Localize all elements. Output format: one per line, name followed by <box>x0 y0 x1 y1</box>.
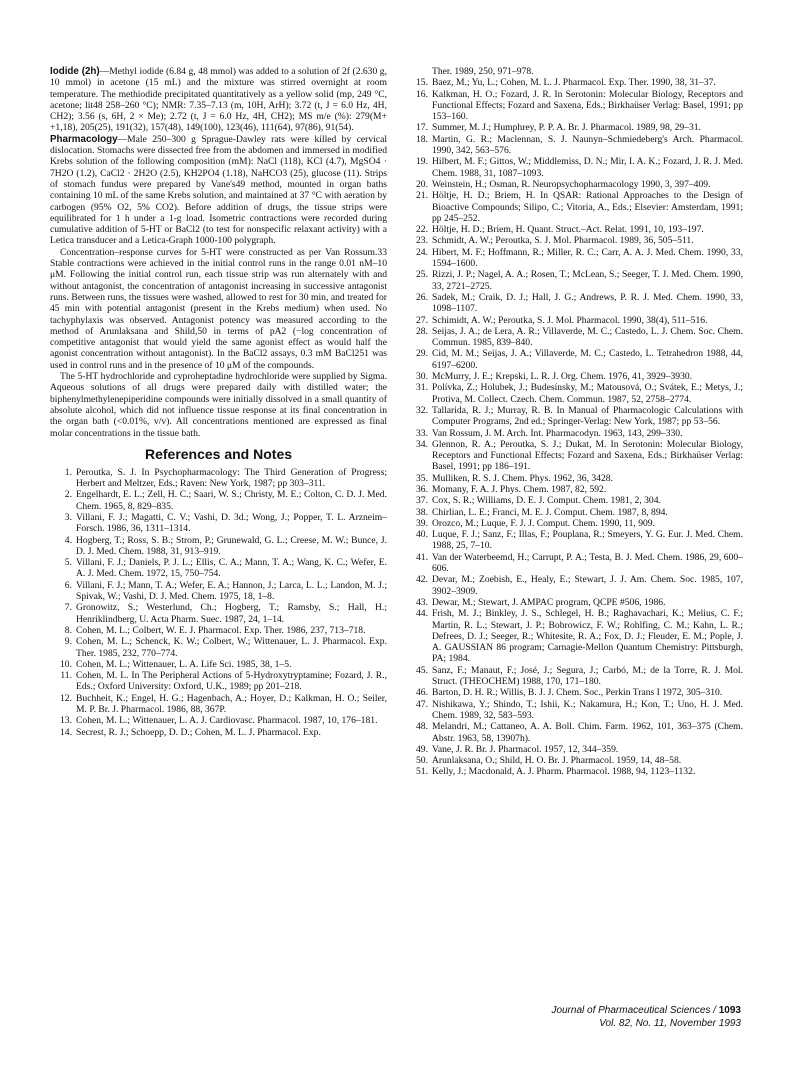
reference-number: 6. <box>64 579 72 591</box>
reference-text: Gronowitz, S.; Westerlund, Ch.; Hogberg, T.; Ramsby, S.; Hall, H.; Henriklindberg, U. Acta Pharm. Suec. 1987, 24, 1–14. <box>76 602 387 625</box>
reference-number: 28. <box>416 325 428 337</box>
reference-item <box>406 507 743 518</box>
reference-list <box>50 467 387 738</box>
reference-number: 18. <box>416 133 428 145</box>
reference-number: 44. <box>416 608 428 620</box>
reference-number: 5. <box>64 557 72 569</box>
reference-text: Sanz, F.; Manaut, F.; José, J.; Segura, J.; Carbó, M.; de la Torre, R. J. Mol. Struct. (THEOCHEM) 1988, 170, 171–180. <box>432 664 743 688</box>
reference-text: Kelly, J.; Macdonald, A. J. Pharm. Pharmacol. 1988, 94, 1123–1132. <box>432 766 696 778</box>
reference-number: 20. <box>416 178 428 190</box>
reference-list <box>406 77 743 777</box>
reference-number: 33. <box>416 427 428 439</box>
reference-text: Baez, M.; Yu, L.; Cohen, M. L. J. Pharmacol. Exp. Ther. 1990, 38, 31–37. <box>432 77 716 89</box>
reference-number: 48. <box>416 721 428 733</box>
reference-text: Martin, G. R.; Maclennan, S. J. Naunyn–Schmiedeberg's Arch. Pharmacol. 1990, 342, 563–576. <box>432 133 743 157</box>
reference-number: 47. <box>416 698 428 710</box>
reference-text: Villani, F. J.; Magatti, C. V.; Vashi, D. 3d.; Wong, J.; Popper, T. L. Arzneim–Forsch. 1986, 36, 1311–1314. <box>76 511 387 535</box>
reference-number: 8. <box>64 624 72 636</box>
body-text <box>50 66 387 439</box>
reference-number: 50. <box>416 755 428 767</box>
reference-number: 23. <box>416 235 428 247</box>
reference-text: McMurry, J. E.; Krepski, L. R. J. Org. Chem. 1976, 41, 3929–3930. <box>432 371 693 383</box>
reference-number: 12. <box>60 692 72 704</box>
reference-text: Frish, M. J.; Binkley, J. S., Schlegel, H. B.; Raghavachari, K.; Melius, C. F.; Martin, R. L.; Stewart, J. P.; Bobrowicz, F. W.; Rohlfing, C. M.; Kahn, L. R.; Defrees, D. J.; Seeger, R.; Whitesite, R. A.; Fox, D. J.; Fleuder, E. M.; Pople, J. A. GAUSSIAN 86 program; Carnagie-Mellon Quantum Chemistry: Pittsburgh, PA; 1984. <box>432 608 743 665</box>
reference-item <box>406 755 743 766</box>
reference-text: Villani, F. J.; Mann, T. A.; Wefer, E. A.; Hannon, J.; Larca, L. L.; Landon, M. J.; Spivak, W.; Vashi, D. J. Med. Chem. 1975, 18, 1–8. <box>76 579 387 603</box>
reference-item <box>406 687 743 698</box>
reference-text: Weinstein, H.; Osman, R. Neuropsychopharmacology 1990, 3, 397–409. <box>432 178 711 190</box>
body-paragraph <box>50 134 387 247</box>
reference-item <box>406 348 743 371</box>
reference-item <box>406 122 743 133</box>
paragraph-text: The 5-HT hydrochloride and cyproheptadine hydrochloride were supplied by Sigma. Aqueous solutions of all drugs were prepared daily with distilled water; the biphenylmethylenepiperidine compounds were initially dissolved in a small quantity of absolute alcohol, which did not influence tissue response at its final concentration in the organ bath (<0.01%, v/v). All concentrations mentioned are expressed as final molar concentrations in the tissue bath. <box>50 371 387 439</box>
body-paragraph <box>50 371 387 439</box>
reference-number: 10. <box>60 658 72 670</box>
reference-item <box>406 134 743 157</box>
reference-text: Seijas, J. A.; de Lera, A. R.; Villaverde, M. C.; Castedo, L. J. Chem. Soc. Chem. Commun. 1985, 839–840. <box>432 325 743 349</box>
reference-text: Kalkman, H. O.; Fozard, J. R. In Serotonin: Molecular Biology, Receptors and Functional Effects; Fozard and Saxena, Eds.; Birkhaüser Verlag: Basel, 1991; pp 153–160. <box>432 88 743 123</box>
page-footer <box>551 1004 741 1030</box>
reference-number: 40. <box>416 529 428 541</box>
reference-text: Peroutka, S. J. In Psychopharmacology: The Third Generation of Progress; Herbert and Meltzer, Eds.; Raven: New York, 1987; pp 303–311. <box>76 466 387 490</box>
reference-item <box>406 371 743 382</box>
reference-number: 45. <box>416 664 428 676</box>
reference-text: Polívka, Z.; Holubek, J.; Budesínsky, M.; Matousová, O.; Svátek, E.; Metys, J.; Protiva, M. Collect. Czech. Chem. Commun. 1987, 52, 2758–2774. <box>432 382 743 405</box>
reference-item <box>50 727 387 738</box>
reference-item <box>50 715 387 726</box>
reference-number: 36. <box>416 483 428 495</box>
reference-number: 35. <box>416 472 428 484</box>
reference-item <box>50 512 387 535</box>
reference-item <box>406 518 743 529</box>
reference-text: Tallarida, R. J.; Murray, R. B. In Manual of Pharmacologic Calculations with Computer Programs, 2nd ed.; Springer-Verlag: New York, 1987; pp 53–56. <box>432 404 743 428</box>
reference-number: 30. <box>416 371 428 383</box>
reference-text: Orozco, M.; Luque, F. J. J. Comput. Chem. 1990, 11, 909. <box>432 517 655 529</box>
reference-number: 41. <box>416 551 428 563</box>
reference-item <box>406 529 743 552</box>
reference-number: 21. <box>416 190 428 202</box>
reference-text: Dewar, M.; Stewart, J. AMPAC program, QCPE #506, 1986. <box>432 596 666 608</box>
reference-text: Cohen, M. L.; Schenck, K. W.; Colbert, W.; Wittenauer, L. J. Pharmacol. Exp. Ther. 1985, 232, 770–774. <box>76 636 387 659</box>
reference-text: Nishikawa, Y.; Shindo, T.; Ishii, K.; Nakamura, H.; Kon, T.; Uno, H. J. Med. Chem. 1989, 32, 583–593. <box>432 698 743 721</box>
reference-item <box>50 602 387 625</box>
reference-item <box>50 489 387 512</box>
reference-number: 51. <box>416 766 428 778</box>
reference-number: 39. <box>416 517 428 529</box>
journal-name: Journal of Pharmaceutical Sciences / <box>551 1005 719 1016</box>
reference-number: 2. <box>64 489 72 501</box>
reference-text: Höltje, H. D.; Briem, H. In QSAR: Rational Approaches to the Design of Bioactive Compounds; Silipo, C.; Vitoria, A., Eds.; Elsevier: Amsterdam, 1991; pp 245–252. <box>432 190 743 224</box>
reference-number: 34. <box>416 438 428 450</box>
reference-item <box>50 636 387 659</box>
references-heading: References and Notes <box>144 445 293 462</box>
reference-number: 3. <box>64 511 72 523</box>
reference-text: Summer, M. J.; Humphrey, P. P. A. Br. J. Pharmacol. 1989, 98, 29–31. <box>432 122 701 134</box>
reference-text: Schmidt, A. W.; Peroutka, S. J. Mol. Pharmacol. 1989, 36, 505–511. <box>432 235 694 247</box>
paragraph-text: Concentration–response curves for 5-HT were constructed as per Van Rossum.33 Stable contractions were achieved in the initial control runs in the range 0.01 nM–10 μM. Following the initial control run, each tissue strip was run alternately with and without antagonist, the concentration of antagonist increasing in successive antagonist runs. Between runs, the tissues were washed, allowed to rest for 30 min, and treated for 45 min with potential antagonist (present in the Krebs medium) when used. No tachyphylaxis was observed. Antagonist potency was measured according to the method of Arunlaksana and Shild,50 in terms of pA2 (−log concentration of competitive antagonist that would yield the same agonist effect as would half the agonist concentration without antagonist). In the BaCl2 assays, 0.3 mM BaCl251 was used in control runs and in the presence of 10 μM of the compounds. <box>50 246 387 371</box>
reference-item <box>406 766 743 777</box>
reference-item <box>406 89 743 123</box>
reference-text: Hilbert, M. F.; Gittos, W.; Middlemiss, D. N.; Mir, I. A. K.; Fozard, J. R. J. Med. Chem. 1988, 31, 1087–1093. <box>432 156 743 179</box>
reference-item <box>406 428 743 439</box>
reference-number: 49. <box>416 743 428 755</box>
reference-text: Cohen, M. L.; Wittenauer, L. A. J. Cardiovasc. Pharmacol. 1987, 10, 176–181. <box>76 715 378 727</box>
body-paragraph <box>50 247 387 371</box>
reference-number: 17. <box>416 122 428 134</box>
reference-text: Cohen, M. L.; Wittenauer, L. A. Life Sci. 1985, 38, 1–5. <box>76 658 292 670</box>
runin-heading: Iodide (2h) <box>50 66 100 77</box>
reference-item <box>406 156 743 179</box>
reference-item <box>50 625 387 636</box>
reference-item <box>406 495 743 506</box>
reference-item <box>406 574 743 597</box>
reference-number: 38. <box>416 506 428 518</box>
reference-number: 26. <box>416 291 428 303</box>
reference-text: Luque, F. J.; Sanz, F.; Illas, F.; Pouplana, R.; Smeyers, Y. G. Eur. J. Med. Chem. 1988, 25, 7–10. <box>432 529 743 552</box>
reference-number: 46. <box>416 687 428 699</box>
reference-text: Melandri, M.; Cattaneo, A. A. Boll. Chim. Farm. 1962, 101, 363–375 (Chem. Abstr. 1963, 58, 13907h). <box>432 721 743 744</box>
volume-info: Vol. 82, No. 11, November 1993 <box>599 1018 741 1029</box>
reference-item <box>50 670 387 693</box>
reference-text: Cohen, M. L.; Colbert, W. E. J. Pharmacol. Exp. Ther. 1986, 237, 713–718. <box>76 624 366 636</box>
reference-continuation <box>406 66 743 77</box>
reference-text: Devar, M.; Zoebish, E., Healy, E.; Stewart, J. J. Am. Chem. Soc. 1985, 107, 3902–3909. <box>432 574 743 597</box>
reference-text: Buchheit, K.; Engel, H. G.; Hagenbach, A.; Hoyer, D.; Kalkman, H. O.; Seiler, M. P. Br. J. Pharmacol. 1986, 88, 367P. <box>76 692 387 716</box>
reference-item <box>406 405 743 428</box>
reference-number: 32. <box>416 404 428 416</box>
reference-text: Höltje, H. D.; Briem, H. Quant. Struct.–Act. Relat. 1991, 10, 193–197. <box>432 224 704 236</box>
reference-number: 13. <box>60 715 72 727</box>
reference-item <box>406 721 743 744</box>
reference-number: 24. <box>416 246 428 258</box>
reference-item <box>406 315 743 326</box>
reference-number: 43. <box>416 596 428 608</box>
reference-item <box>406 292 743 315</box>
runin-heading: Pharmacology <box>50 133 118 145</box>
right-column <box>406 66 743 778</box>
reference-number: 14. <box>60 726 72 738</box>
reference-item <box>50 535 387 558</box>
left-column <box>50 66 387 738</box>
reference-number: 29. <box>416 348 428 360</box>
reference-text: Sadek, M.; Craik, D. J.; Hall, J. G.; Andrews, P. R. J. Med. Chem. 1990, 33, 1098–1107. <box>432 291 743 315</box>
reference-number: 27. <box>416 314 428 326</box>
page-number: 1093 <box>718 1005 741 1016</box>
reference-item <box>406 608 743 664</box>
reference-item <box>406 190 743 224</box>
reference-text: Hibert, M. F.; Hoffmann, R.; Miller, R. C.; Carr, A. A. J. Med. Chem. 1990, 33, 1594–1600. <box>432 246 743 270</box>
reference-number: 16. <box>416 88 428 100</box>
reference-number: 7. <box>64 602 72 614</box>
reference-text: Chirlian, L. E.; Franci, M. E. J. Comput. Chem. 1987, 8, 894. <box>432 506 668 518</box>
reference-text: Cohen, M. L. In The Peripheral Actions of 5-Hydroxytryptamine; Fozard, J. R., Eds.; Oxford University: Oxford, U.K., 1989; pp 201–218. <box>76 670 387 693</box>
reference-number: 15. <box>416 77 428 89</box>
reference-text: Glennon, R. A.; Peroutka, S. J.; Dukat, M. In Serotonin: Molecular Biology, Receptors and Functional Effects; Fozard and Saxena, Eds.; Birkhaüser Verlag: Basel, 1991; pp 186–191. <box>432 438 743 473</box>
reference-item <box>406 597 743 608</box>
reference-text: Vane, J. R. Br. J. Pharmacol. 1957, 12, 344–359. <box>432 743 619 755</box>
reference-text: Momany, F. A. J. Phys. Chem. 1987, 82, 592. <box>432 483 607 495</box>
reference-number: 42. <box>416 574 428 586</box>
reference-item <box>406 224 743 235</box>
reference-item <box>50 659 387 670</box>
reference-number: 19. <box>416 156 428 168</box>
reference-item <box>406 269 743 292</box>
reference-number: 22. <box>416 224 428 236</box>
body-paragraph <box>50 66 387 134</box>
reference-number: 31. <box>416 382 428 394</box>
reference-item <box>406 699 743 722</box>
reference-text: Villani, F. J.; Daniels, P. J. L.; Ellis, C. A.; Mann, T. A.; Wang, K. C.; Wefer, E. A. J. Med. Chem. 1972, 15, 750–754. <box>76 557 387 580</box>
reference-text: Mulliken, R. S. J. Chem. Phys. 1962, 36, 3428. <box>432 472 613 484</box>
reference-item <box>50 580 387 603</box>
reference-text: Engelhardt, E. L.; Zell, H. C.; Saari, W. S.; Christy, M. E.; Colton, C. D. J. Med. Chem. 1965, 8, 829–835. <box>76 489 387 512</box>
reference-text: Secrest, R. J.; Schoepp, D. D.; Cohen, M. L. J. Pharmacol. Exp. <box>76 726 321 738</box>
reference-item <box>50 557 387 580</box>
reference-text: Arunlaksana, O.; Shild, H. O. Br. J. Pharmacol. 1959, 14, 48–58. <box>432 755 682 767</box>
reference-continuation-text: Ther. 1989, 250, 971–978. <box>432 66 534 77</box>
reference-item <box>406 326 743 349</box>
reference-item <box>406 439 743 473</box>
reference-number: 9. <box>64 636 72 648</box>
reference-item <box>406 552 743 575</box>
reference-item <box>406 473 743 484</box>
reference-number: 25. <box>416 269 428 281</box>
reference-text: Cid, M. M.; Seijas, J. A.; Villaverde, M. C.; Castedo, L. Tetrahedron 1988, 44, 6197–6200. <box>432 348 743 371</box>
reference-item <box>406 235 743 246</box>
reference-number: 11. <box>60 670 72 682</box>
paragraph-text: —Male 250–300 g Sprague-Dawley rats were killed by cervical dislocation. Stomachs were dissected free from the abdomen and immersed in modified Krebs solution of the following composition (mM): NaCl (118), KCl (4.7), MgSO4 · 7H2O (1.2), CaCl2 · 2H2O (2.5), KH2PO4 (1.18), NaHCO3 (25), glucose (11). Strips of stomach fundus were prepared by Vane's49 method, mounted in organ baths containing 10 mL of the same Krebs solution, and maintained at 37 °C with aeration by carbogen (95% O2, 5% CO2). Before addition of drugs, the tissue strips were equilibrated for 1 h under a 1-g load. Isometric contractions were recorded during cumulative addition of 5-HT or BaCl2 (to test for nonspecific relaxant activity) with a Letica transducer and a Letica-Graph 1000-100 polygraph. <box>50 133 387 247</box>
reference-item <box>406 744 743 755</box>
reference-item <box>50 693 387 716</box>
reference-number: 1. <box>64 466 72 478</box>
reference-text: Van der Waterbeemd, H.; Carrupt, P. A.; Testa, B. J. Med. Chem. 1986, 29, 600–606. <box>432 551 743 575</box>
reference-number: 4. <box>64 534 72 546</box>
reference-number: 37. <box>416 495 428 507</box>
reference-text: Hogberg, T.; Ross, S. B.; Strom, P.; Grunewald, G. L.; Creese, M. W.; Bunce, J. D. J. Med. Chem. 1988, 31, 913–919. <box>76 534 387 557</box>
paragraph-text: —Methyl iodide (6.84 g, 48 mmol) was added to a solution of 2f (2.630 g, 10 mmol) in acetone (15 mL) and the mixture was stirred overnight at room temperature. The methiodide precipitated quantitatively as a yellow solid (mp, 249 °C, acetone; lit48 258–260 °C); NMR: 7.35–7.13 (m, 10H, ArH); 3.72 (t, J = 6.0 Hz, 4H, CH2); 3.56 (s, 6H, 2 × Me); 2.72 (t, J = 6.0 Hz, 4H, CH2); MS m/e (%): 279(M+ +1,18), 205(25), 191(32), 157(48), 149(100), 123(46), 111(64), 97(86), 91(54). <box>50 66 387 134</box>
reference-item <box>406 179 743 190</box>
reference-item <box>406 665 743 688</box>
reference-item <box>406 382 743 405</box>
reference-text: Barton, D. H. R.; Willis, B. J. J. Chem. Soc., Perkin Trans I 1972, 305–310. <box>432 687 723 699</box>
reference-item <box>406 484 743 495</box>
reference-text: Rizzi, J. P.; Nagel, A. A.; Rosen, T.; McLean, S.; Seeger, T. J. Med. Chem. 1990, 33, 2721–2725. <box>432 269 743 292</box>
reference-text: Cox, S. R.; Williams, D. E. J. Comput. Chem. 1981, 2, 304. <box>432 495 661 507</box>
reference-item <box>406 247 743 270</box>
reference-text: Schimidt, A. W.; Peroutka, S. J. Mol. Pharmacol. 1990, 38(4), 511–516. <box>432 314 708 326</box>
reference-text: Van Rossum, J. M. Arch. Int. Pharmacodyn. 1963, 143, 299–330. <box>432 427 683 439</box>
reference-item <box>406 77 743 88</box>
reference-item <box>50 467 387 490</box>
